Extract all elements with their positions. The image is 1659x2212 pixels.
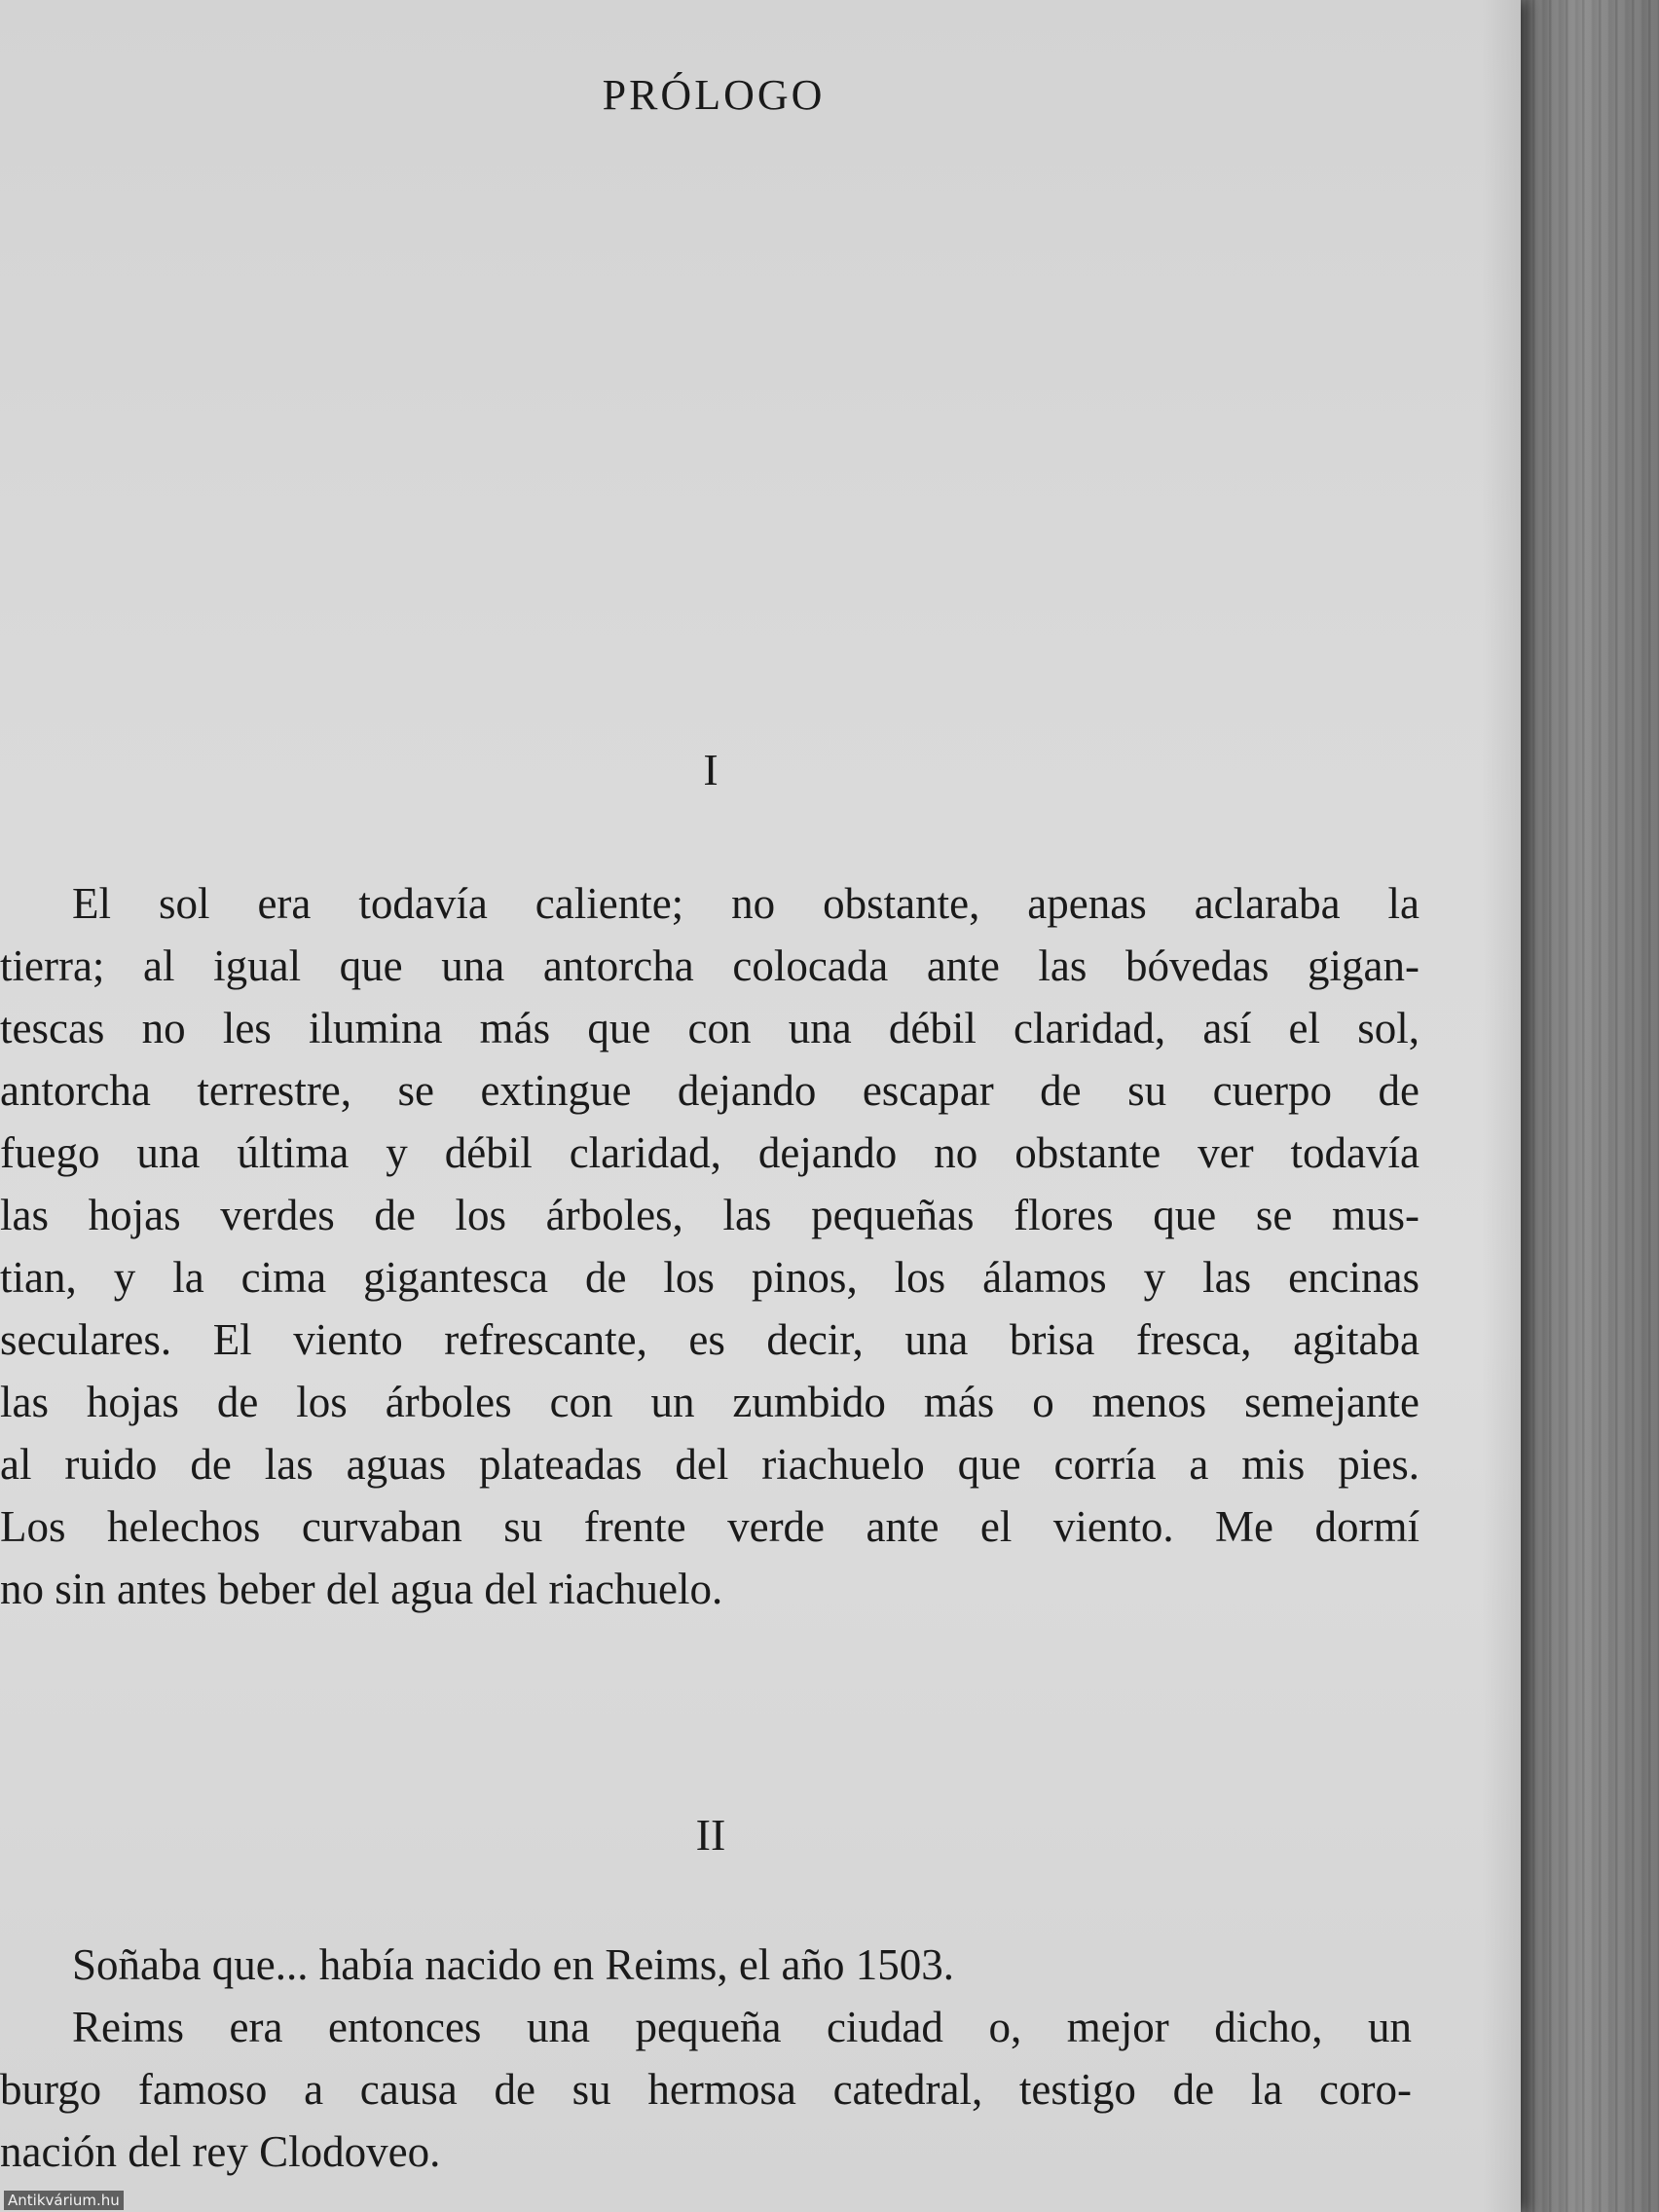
section-2-paragraph <box>0 1934 1412 2183</box>
paragraph-line: antorcha terrestre, se extingue dejando escapar de su cuerpo de <box>0 1066 1419 1115</box>
paragraph-line: las hojas de los árboles con un zumbido más o menos semejante <box>0 1378 1419 1426</box>
wooden-background <box>1499 0 1659 2212</box>
paragraph-line: al ruido de las aguas plateadas del riachuelo que corría a mis pies. <box>0 1440 1419 1489</box>
section-number-1: I <box>703 745 719 794</box>
paragraph-line: las hojas verdes de los árboles, las pequeñas flores que se mus- <box>0 1191 1419 1239</box>
section-1-paragraph <box>0 872 1419 1620</box>
paragraph-line: El sol era todavía caliente; no obstante, apenas aclaraba la <box>72 879 1419 928</box>
section-number-2: II <box>695 1810 726 1860</box>
paragraph-line: tescas no les ilumina más que con una débil claridad, así el sol, <box>0 1004 1419 1052</box>
paragraph-line: fuego una última y débil claridad, dejando no obstante ver todavía <box>0 1128 1419 1177</box>
paragraph-line: nación del rey Clodoveo. <box>0 2127 441 2176</box>
paragraph-line: no sin antes beber del agua del riachuelo. <box>0 1565 723 1613</box>
paragraph-line: seculares. El viento refrescante, es decir, una brisa fresca, agitaba <box>0 1315 1419 1364</box>
paragraph-line: Soñaba que... había nacido en Reims, el año 1503. <box>72 1940 955 1989</box>
paragraph-line: tian, y la cima gigantesca de los pinos, los álamos y las encinas <box>0 1253 1419 1302</box>
paragraph-line: Los helechos curvaban su frente verde ante el viento. Me dormí <box>0 1502 1419 1551</box>
page-title: PRÓLOGO <box>602 71 826 119</box>
paragraph-line: tierra; al igual que una antorcha colocada ante las bóvedas gigan- <box>0 941 1419 990</box>
paragraph-line: burgo famoso a causa de su hermosa catedral, testigo de la coro- <box>0 2065 1412 2114</box>
watermark: Antikvárium.hu <box>4 2191 124 2210</box>
paragraph-line: Reims era entonces una pequeña ciudad o, mejor dicho, un <box>72 2003 1412 2051</box>
